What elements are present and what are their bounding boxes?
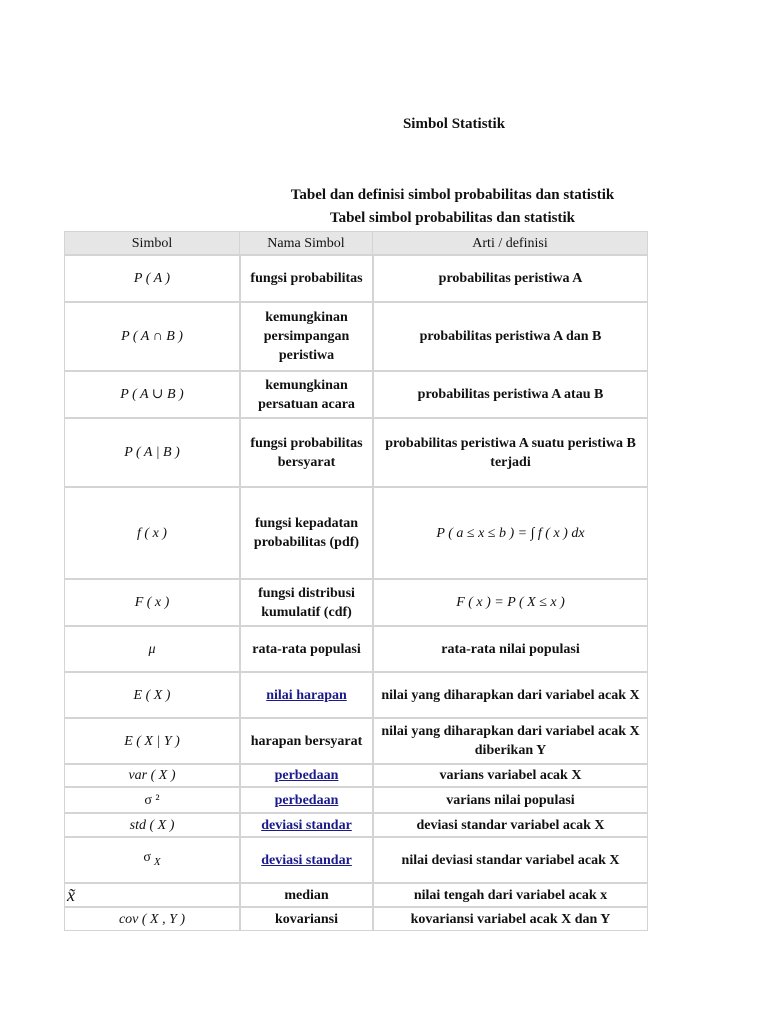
table-row — [64, 579, 648, 626]
definition-cell: nilai deviasi standar variabel acak X — [373, 837, 648, 883]
name-cell: fungsi probabilitas bersyarat — [240, 418, 373, 487]
table-row — [64, 787, 648, 813]
name-cell: rata-rata populasi — [240, 626, 373, 672]
table-header-row — [64, 231, 648, 255]
definition-cell: probabilitas peristiwa A suatu peristiwa B terjadi — [373, 418, 648, 487]
definition-cell: rata-rata nilai populasi — [373, 626, 648, 672]
table-row — [64, 418, 648, 487]
column-header-name: Nama Simbol — [240, 231, 373, 255]
symbol-cell — [64, 837, 240, 883]
definition-cell: kovariansi variabel acak X dan Y — [373, 907, 648, 931]
symbol-cell: F ( x ) — [64, 579, 240, 626]
definition-cell: nilai tengah dari variabel acak x — [373, 883, 648, 907]
table-row — [64, 907, 648, 931]
sigma-symbol: σ — [143, 850, 151, 866]
symbol-cell: cov ( X , Y ) — [64, 907, 240, 931]
table-caption: Tabel simbol probabilitas dan statistik — [329, 210, 576, 226]
name-cell: fungsi distribusi kumulatif (cdf) — [240, 579, 373, 626]
perbedaan-link[interactable]: perbedaan — [274, 768, 339, 783]
table-row — [64, 626, 648, 672]
symbol-cell: μ — [64, 626, 240, 672]
symbol-cell: std ( X ) — [64, 813, 240, 837]
column-header-definition: Arti / definisi — [373, 231, 648, 255]
table-row — [64, 764, 648, 787]
definition-cell: probabilitas peristiwa A dan B — [373, 302, 648, 371]
nilai-harapan-link[interactable]: nilai harapan — [266, 687, 347, 703]
name-cell: kemungkinan persimpangan peristiwa — [240, 302, 373, 371]
deviasi-standar-link[interactable]: deviasi standar — [261, 817, 352, 833]
definition-cell: varians nilai populasi — [373, 787, 648, 813]
name-cell: kemungkinan persatuan acara — [240, 371, 373, 418]
name-cell — [240, 764, 373, 787]
table-row — [64, 255, 648, 302]
perbedaan-link[interactable]: perbedaan — [274, 792, 339, 808]
table-row — [64, 718, 648, 764]
name-cell — [240, 672, 373, 718]
definition-formula: P ( a ≤ x ≤ b ) = ∫ f ( x ) dx — [373, 487, 648, 579]
document-title: Simbol Statistik — [402, 116, 506, 132]
median-symbol-cell: x̃ — [64, 883, 240, 907]
table-row — [64, 371, 648, 418]
symbol-cell: P ( A ∪ B ) — [64, 371, 240, 418]
definition-cell: deviasi standar variabel acak X — [373, 813, 648, 837]
symbol-cell: E ( X ) — [64, 672, 240, 718]
name-cell: harapan bersyarat — [240, 718, 373, 764]
symbol-cell: f ( x ) — [64, 487, 240, 579]
name-cell — [240, 837, 373, 883]
definition-cell: probabilitas peristiwa A atau B — [373, 371, 648, 418]
symbol-cell: E ( X | Y ) — [64, 718, 240, 764]
column-header-symbol: Simbol — [64, 231, 240, 255]
table-row — [64, 672, 648, 718]
definition-cell: nilai yang diharapkan dari variabel acak X diberikan Y — [373, 718, 648, 764]
table-heading: Tabel dan definisi simbol probabilitas dan statistik — [290, 187, 615, 203]
name-cell: kovariansi — [240, 907, 373, 931]
definition-cell: nilai yang diharapkan dari variabel acak X — [373, 672, 648, 718]
table-row — [64, 883, 648, 907]
deviasi-standar-link[interactable]: deviasi standar — [261, 852, 352, 868]
table-row — [64, 302, 648, 371]
name-cell — [240, 787, 373, 813]
name-cell: fungsi probabilitas — [240, 255, 373, 302]
definition-cell: varians variabel acak X — [373, 764, 648, 787]
symbol-cell: P ( A ∩ B ) — [64, 302, 240, 371]
symbol-cell: P ( A ) — [64, 255, 240, 302]
name-cell: median — [240, 883, 373, 907]
table-row — [64, 837, 648, 883]
symbol-cell: σ ² — [64, 787, 240, 813]
symbol-cell: var ( X ) — [64, 764, 240, 787]
name-cell: fungsi kepadatan probabilitas (pdf) — [240, 487, 373, 579]
table-row — [64, 487, 648, 579]
symbol-table — [64, 231, 648, 931]
table-row — [64, 813, 648, 837]
symbol-cell: P ( A | B ) — [64, 418, 240, 487]
sigma-subscript: X — [153, 855, 161, 868]
definition-cell: probabilitas peristiwa A — [373, 255, 648, 302]
definition-formula: F ( x ) = P ( X ≤ x ) — [373, 579, 648, 626]
name-cell — [240, 813, 373, 837]
